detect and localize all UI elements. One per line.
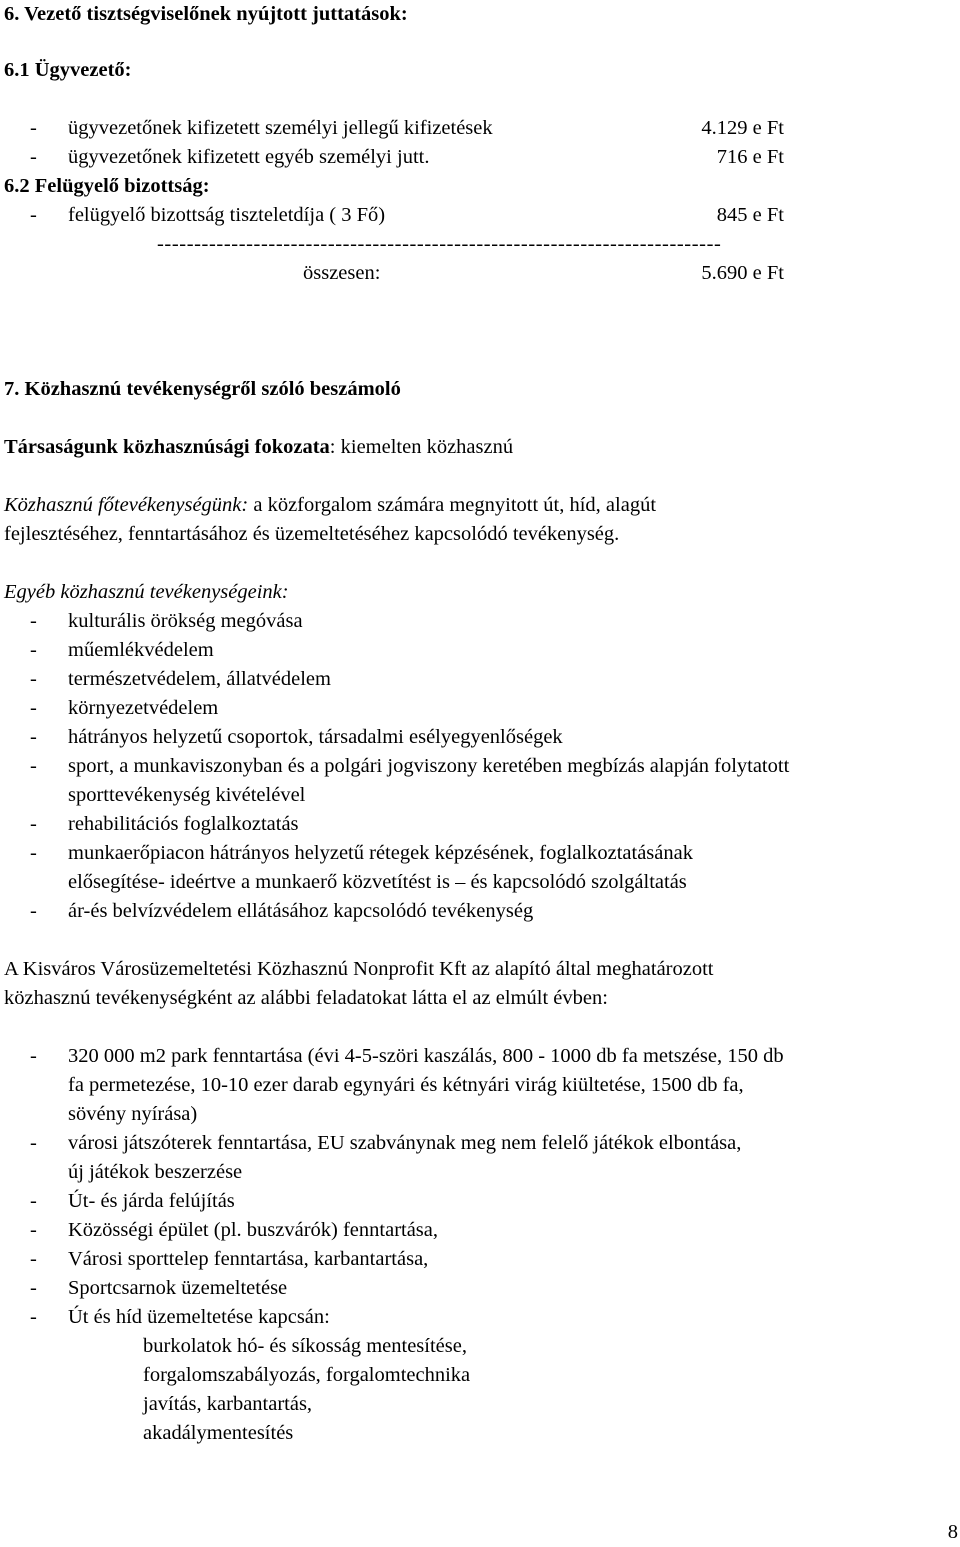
list-item: természetvédelem, állatvédelem: [68, 668, 331, 690]
list-item: hátrányos helyzetű csoportok, társadalmi esélyegyenlőségek: [68, 726, 563, 748]
benefit-label: ügyvezetőnek kifizetett egyéb személyi jutt.: [68, 146, 430, 168]
subtask-item: forgalomszabályozás, forgalomtechnika: [143, 1364, 471, 1386]
task-item-cont: új játékok beszerzése: [68, 1161, 243, 1183]
section-6-title: 6. Vezető tisztségviselőnek nyújtott juttatások:: [4, 3, 408, 25]
list-dash: -: [30, 1248, 37, 1270]
list-dash: -: [30, 668, 37, 690]
section-6-1-title: 6.1 Ügyvezető:: [4, 59, 132, 81]
task-item-cont: sövény nyírása): [68, 1103, 198, 1125]
page-number: 8: [947, 1521, 958, 1543]
list-dash: -: [30, 610, 37, 632]
list-dash: -: [30, 1219, 37, 1241]
rating-value: : kiemelten közhasznú: [329, 436, 514, 458]
list-dash: -: [30, 639, 37, 661]
task-item: Út- és járda felújítás: [68, 1190, 235, 1212]
list-item-cont: elősegítése- ideértve a munkaerő közvetítést is – és kapcsolódó szolgáltatás: [68, 871, 687, 893]
list-item: ár-és belvízvédelem ellátásához kapcsolódó tevékenység: [68, 900, 534, 922]
list-dash: -: [30, 117, 37, 139]
list-item: sport, a munkaviszonyban és a polgári jogviszony keretében megbízás alapján folytatott: [68, 755, 790, 777]
main-activity-label: Közhasznú főtevékenységünk:: [4, 494, 249, 516]
list-dash: -: [30, 813, 37, 835]
rating-label: Társaságunk közhasznúsági fokozata: [4, 436, 330, 458]
subtask-item: burkolatok hó- és síkosság mentesítése,: [143, 1335, 467, 1357]
benefit-value: 716 e Ft: [716, 146, 784, 168]
task-item-cont: fa permetezése, 10-10 ezer darab egynyári és kétnyári virág kiültetése, 1500 db fa,: [68, 1074, 744, 1096]
total-value: 5.690 e Ft: [701, 262, 784, 284]
list-dash: -: [30, 1190, 37, 1212]
benefit-value: 4.129 e Ft: [701, 117, 784, 139]
benefit-value: 845 e Ft: [716, 204, 784, 226]
list-dash: -: [30, 204, 37, 226]
list-item: kulturális örökség megóvása: [68, 610, 303, 632]
main-activity-text-cont: fejlesztéséhez, fenntartásához és üzemeltetéséhez kapcsolódó tevékenység.: [4, 523, 620, 545]
rating-line: [4, 433, 513, 462]
task-item: 320 000 m2 park fenntartása (évi 4-5-szöri kaszálás, 800 - 1000 db fa metszése, 150 db: [68, 1045, 784, 1067]
list-item-cont: sporttevékenység kivételével: [68, 784, 306, 806]
list-dash: -: [30, 697, 37, 719]
main-activity-line: [4, 491, 656, 520]
list-item: műemlékvédelem: [68, 639, 214, 661]
list-dash: -: [30, 755, 37, 777]
task-item: Közösségi épület (pl. buszvárók) fenntartása,: [68, 1219, 439, 1241]
list-item: környezetvédelem: [68, 697, 219, 719]
list-dash: -: [30, 842, 37, 864]
other-activities-label: Egyéb közhasznú tevékenységeink:: [4, 581, 289, 603]
list-dash: -: [30, 1277, 37, 1299]
task-item: városi játszóterek fenntartása, EU szabványnak meg nem felelő játékok elbontása,: [68, 1132, 742, 1154]
list-dash: -: [30, 726, 37, 748]
task-item: Városi sporttelep fenntartása, karbantartása,: [68, 1248, 429, 1270]
task-item: Út és híd üzemeltetése kapcsán:: [68, 1306, 330, 1328]
task-item: Sportcsarnok üzemeltetése: [68, 1277, 288, 1299]
list-dash: -: [30, 1045, 37, 1067]
list-dash: -: [30, 900, 37, 922]
total-label: összesen:: [303, 262, 381, 284]
benefit-label: ügyvezetőnek kifizetett személyi jellegű kifizetések: [68, 117, 493, 139]
list-item: rehabilitációs foglalkoztatás: [68, 813, 299, 835]
section-7-title: 7. Közhasznú tevékenységről szóló beszámoló: [4, 378, 401, 400]
tasks-intro: A Kisváros Városüzemeltetési Közhasznú Nonprofit Kft az alapító által meghatározott: [4, 958, 714, 980]
subtask-item: javítás, karbantartás,: [143, 1393, 313, 1415]
benefit-label: felügyelő bizottság tiszteletdíja ( 3 Fő): [68, 204, 386, 226]
separator-line: ----------------------------------------------------------------------------: [157, 233, 722, 255]
main-activity-text: a közforgalom számára megnyitott út, híd, alagút: [248, 494, 657, 516]
section-6-2-title: 6.2 Felügyelő bizottság:: [4, 175, 210, 197]
list-dash: -: [30, 1306, 37, 1328]
list-dash: -: [30, 1132, 37, 1154]
list-item: munkaerőpiacon hátrányos helyzetű rétegek képzésének, foglalkoztatásának: [68, 842, 693, 864]
subtask-item: akadálymentesítés: [143, 1422, 294, 1444]
tasks-intro-cont: közhasznú tevékenységként az alábbi feladatokat látta el az elmúlt évben:: [4, 987, 608, 1009]
list-dash: -: [30, 146, 37, 168]
